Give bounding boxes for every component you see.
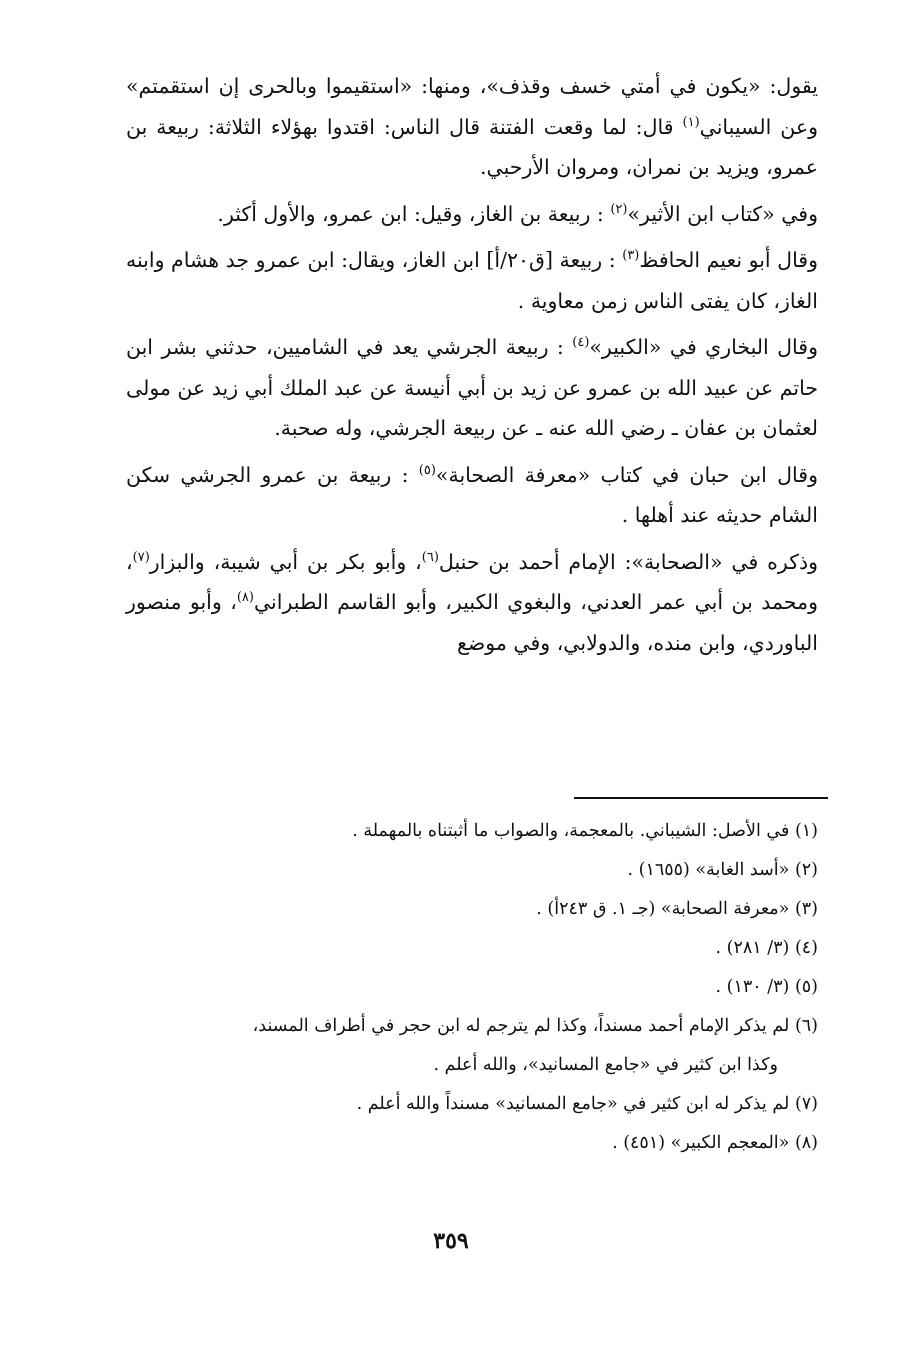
main-text: [126, 66, 818, 669]
paragraph-2: [126, 194, 818, 235]
paragraph-text: وذكره في «الصحابة»: الإمام أحمد بن حنبل: [438, 549, 818, 574]
footnote-text: لم يذكر له ابن كثير في «جامع المسانيد» مسنداً والله أعلم .: [356, 1094, 790, 1114]
footnote-4: [126, 929, 818, 968]
paragraph-text: وقال ابن حبان في كتاب «معرفة الصحابة»: [435, 462, 818, 487]
paragraph-text: وقال البخاري في «الكبير»: [589, 335, 818, 359]
paragraph-4: [126, 327, 818, 449]
paragraph-5: [126, 455, 818, 536]
footnote-8: [126, 1124, 818, 1163]
footnote-marker: (٤): [572, 335, 590, 350]
footnote-marker: (٨): [236, 590, 254, 605]
footnote-text: «المعجم الكبير» (٤٥١) .: [612, 1133, 790, 1153]
paragraph-text: وفي «كتاب ابن الأثير»: [627, 201, 818, 226]
footnote-1: [126, 812, 818, 851]
footnote-text: (٣/ ٢٨١) .: [715, 938, 790, 958]
page-number: ٣٥٩: [433, 1228, 469, 1254]
footnote-marker: (١): [682, 114, 700, 130]
footnote-text: لم يذكر الإمام أحمد مسنداً، وكذا لم يترجم له ابن حجر في أطراف المسند،: [252, 1016, 790, 1036]
footnote-number: (٢): [794, 860, 818, 880]
footnote-marker: (٦): [421, 549, 439, 565]
footnote-6: [126, 1007, 818, 1085]
footnote-number: (١): [794, 821, 818, 841]
paragraph-text: يقول: «يكون في أمتي خسف وقذف»، ومنها: «استقيموا وبالحرى إن استقمتم» وعن السيباني: [126, 74, 818, 139]
paragraph-text: قال: لما وقعت الفتنة قال الناس: اقتدوا بهؤلاء الثلاثة: ربيعة بن عمرو، ويزيد بن نمران، ومروان الأرحبي.: [126, 114, 818, 179]
footnote-number: (٤): [794, 938, 818, 958]
paragraph-3: [126, 240, 818, 321]
footnote-separator: [574, 797, 828, 799]
footnote-7: [126, 1085, 818, 1124]
footnote-text: «معرفة الصحابة» (جـ ١. ق ٢٤٣أ) .: [536, 899, 790, 919]
paragraph-text: : ربيعة بن الغاز، وقيل: ابن عمرو، والأول أكثر.: [217, 201, 611, 226]
paragraph-text: ، ومحمد بن أبي عمر العدني، والبغوي الكبير، وأبو القاسم الطبراني: [126, 549, 818, 614]
footnote-number: (٣): [794, 899, 818, 919]
paragraph-text: ، وأبو منصور الباوردي، وابن منده، والدولابي، وفي موضع: [126, 590, 818, 655]
footnote-number: (٧): [794, 1094, 818, 1114]
footnote-marker: (٣): [622, 248, 640, 263]
footnote-continuation: وكذا ابن كثير في «جامع المسانيد»، والله أعلم .: [433, 1055, 778, 1075]
footnote-number: (٥): [794, 977, 818, 997]
footnote-3: [126, 890, 818, 929]
footnote-2: [126, 851, 818, 890]
footnote-marker: (٢): [610, 201, 628, 217]
paragraph-text: : ربيعة [ق٢٠/أ] ابن الغاز، ويقال: ابن عمرو جد هشام وابنه الغاز، كان يفتى الناس زمن معاوية .: [126, 248, 818, 313]
paragraph-1: [126, 66, 818, 188]
footnote-number: (٦): [794, 1016, 818, 1036]
footnote-text: في الأصل: الشيباني. بالمعجمة، والصواب ما أثبتناه بالمهملة .: [352, 821, 790, 841]
paragraph-text: : ربيعة بن عمرو الجرشي سكن الشام حديثه عند أهلها .: [126, 462, 818, 527]
footnotes: [126, 812, 818, 1163]
footnote-5: [126, 968, 818, 1007]
paragraph-text: ، وأبو بكر بن أبي شيبة، والبزار: [149, 549, 422, 574]
footnote-text: (٣/ ١٣٠) .: [715, 977, 790, 997]
paragraph-text: وقال أبو نعيم الحافظ: [639, 248, 819, 272]
paragraph-6: [126, 542, 818, 664]
paragraph-text: : ربيعة الجرشي يعد في الشاميين، حدثني بشر ابن حاتم عن عبيد الله بن عمرو عن زيد بن أبي أنيسة عن عبد الملك أبي زيد عن مولى لعثمان بن عفان ـ رضي الله عنه ـ عن ربيعة الجرشي، وله صحبة.: [126, 335, 818, 440]
footnote-marker: (٧): [132, 549, 150, 565]
footnote-text: «أسد الغابة» (١٦٥٥) .: [627, 860, 790, 880]
footnote-marker: (٥): [418, 462, 436, 478]
footnote-number: (٨): [794, 1133, 818, 1153]
